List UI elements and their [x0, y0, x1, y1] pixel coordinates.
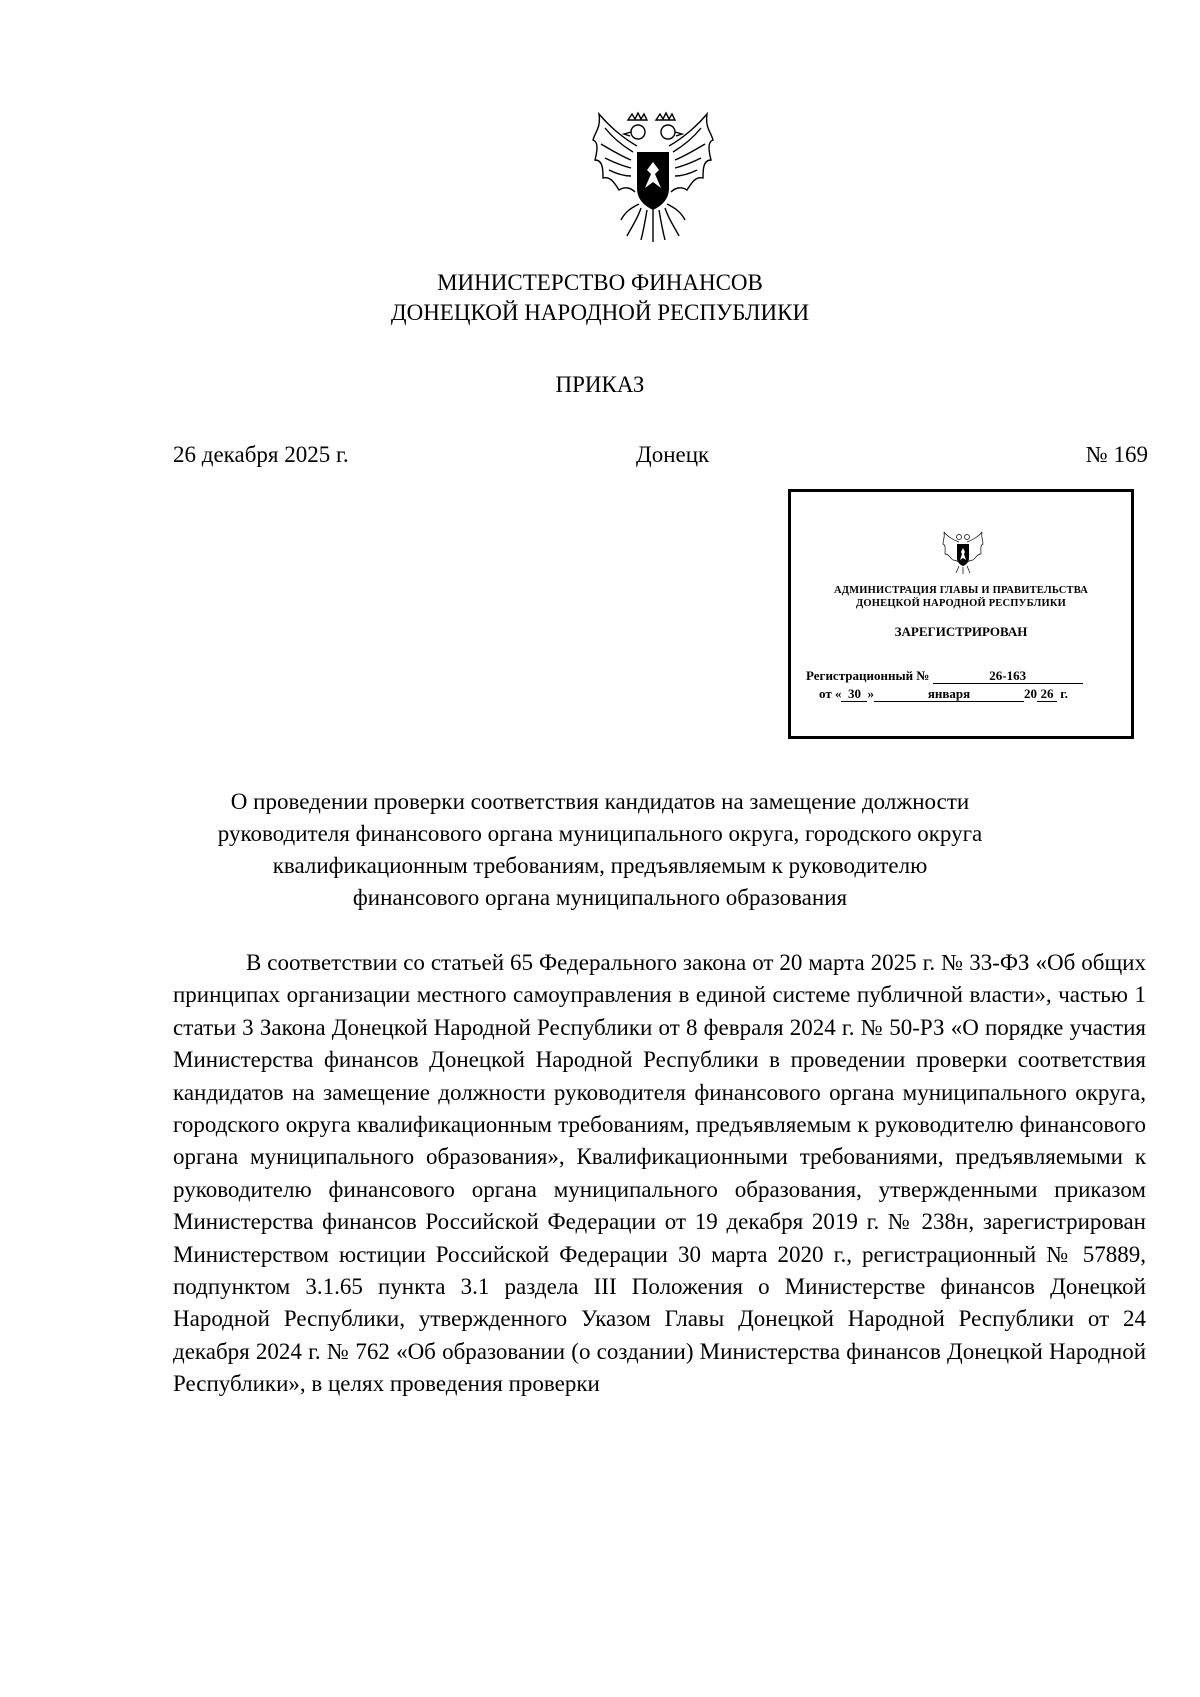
- document-body: В соответствии со статьей 65 Федерального закона от 20 марта 2025 г. № 33-ФЗ «Об общих принципах организации местного самоуправления в единой системе публичной власти», частью 1 статьи 3 Закона Донецкой Народной Республики от 8 февраля 2024 г. № 50-РЗ «О порядке участия Министерства финансов Донецкой Народной Республики в проведении проверки соответствия кандидатов на замещение должности руководителя финансового органа муниципального округа, городского округа квалификационным требованиям, предъявляемым к руководителю финансового органа муниципального образования», Квалификационными требованиями, предъявляемыми к руководителю финансового органа муниципального образования, утвержденными приказом Министерства финансов Российской Федерации от 19 декабря 2019 г. № 238н, зарегистрирован Министерством юстиции Российской Федерации 30 марта 2020 г., регистрационный № 57889, подпунктом 3.1.65 пункта 3.1 раздела III Положения о Министерстве финансов Донецкой Народной Республики, утвержденного Указом Главы Донецкой Народной Республики от 24 декабря 2024 г. № 762 «Об образовании (о создании) Министерства финансов Донецкой Народной Республики», в целях проведения проверки: [173, 950, 1146, 1397]
- document-title-line-2: руководителя финансового органа муниципального округа, городского округа: [217, 821, 983, 846]
- document-title-line-3: квалификационным требованиям, предъявляемым к руководителю: [272, 853, 928, 878]
- ministry-line-2: ДОНЕЦКОЙ НАРОДНОЙ РЕСПУБЛИКИ: [390, 300, 810, 325]
- stamp-date-line: [819, 686, 1068, 702]
- order-title: ПРИКАЗ: [555, 372, 645, 397]
- document-title: [150, 786, 1050, 914]
- stamp-month: января: [874, 687, 1024, 702]
- ministry-line-1: МИНИСТЕРСТВО ФИНАНСОВ: [437, 270, 763, 295]
- stamp-year-end: г.: [1060, 686, 1068, 701]
- stamp-reg-label: Регистрационный №: [806, 668, 930, 683]
- registration-stamp: [788, 489, 1134, 739]
- order-date: 26 декабря 2025 г.: [173, 442, 349, 467]
- document-title-line-1: О проведении проверки соответствия кандидатов на замещение должности: [230, 789, 970, 814]
- ministry-name: [0, 268, 1200, 328]
- coat-of-arms-icon: [583, 108, 723, 246]
- stamp-year-suffix: 26: [1037, 687, 1057, 702]
- stamp-organization: [791, 584, 1131, 610]
- stamp-org-line-2: ДОНЕЦКОЙ НАРОДНОЙ РЕСПУБЛИКИ: [855, 598, 1067, 609]
- order-city: Донецк: [636, 442, 710, 467]
- document-title-line-4: финансового органа муниципального образования: [352, 885, 848, 910]
- stamp-org-line-1: АДМИНИСТРАЦИЯ ГЛАВЫ И ПРАВИТЕЛЬСТВА: [833, 585, 1089, 596]
- stamp-year-prefix: 20: [1023, 686, 1037, 701]
- order-number: № 169: [1085, 442, 1148, 467]
- stamp-date-mid: »: [867, 686, 874, 701]
- stamp-status: ЗАРЕГИСТРИРОВАН: [894, 624, 1028, 639]
- stamp-day: 30: [841, 687, 867, 702]
- stamp-reg-line: [806, 668, 1083, 684]
- stamp-reg-number: 26-163: [933, 669, 1083, 684]
- stamp-date-prefix: от «: [819, 686, 842, 701]
- stamp-emblem-icon: [941, 530, 985, 574]
